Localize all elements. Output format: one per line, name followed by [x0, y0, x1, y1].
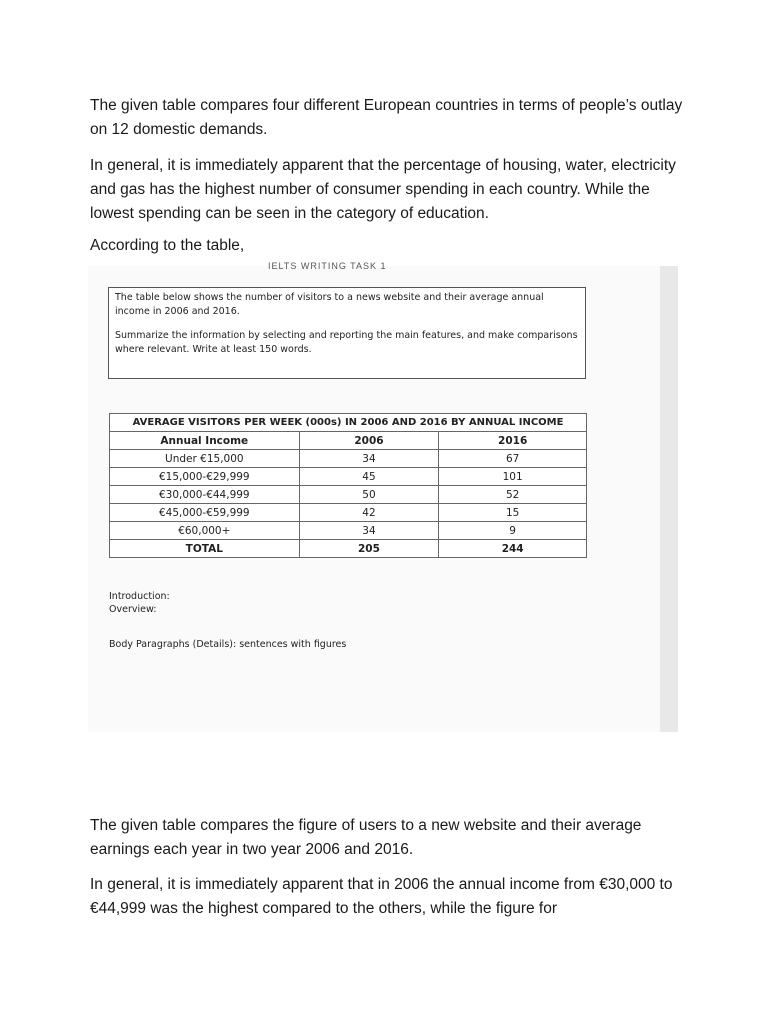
table-cell: 101	[439, 468, 587, 486]
column-header: Annual Income	[110, 432, 300, 450]
table-row	[110, 450, 587, 468]
essay-paragraph-3: According to the table,	[90, 237, 245, 254]
table-cell: 244	[439, 540, 587, 558]
table-cell: 42	[299, 504, 439, 522]
note-overview: Overview:	[109, 604, 157, 615]
table-cell: 50	[299, 486, 439, 504]
column-header: 2006	[299, 432, 439, 450]
table-cell: 34	[299, 450, 439, 468]
table-cell: 15	[439, 504, 587, 522]
essay-paragraph-2: In general, it is immediately apparent that the percentage of housing, water, electricity and gas has the highest number of consumer spending in each country. While the lowest spending can be seen in the category of education.	[90, 157, 676, 222]
table-header-row	[110, 432, 587, 450]
table-cell: 67	[439, 450, 587, 468]
table-cell: €30,000-€44,999	[110, 486, 300, 504]
table-row	[110, 522, 587, 540]
table-row	[110, 468, 587, 486]
table-cell: €45,000-€59,999	[110, 504, 300, 522]
table-cell: €60,000+	[110, 522, 300, 540]
table-cell: TOTAL	[110, 540, 300, 558]
table-cell: 45	[299, 468, 439, 486]
essay-paragraph-5: In general, it is immediately apparent that in 2006 the annual income from €30,000 to €44,999 was the highest compared to the others, while the figure for	[90, 876, 673, 917]
note-body-paragraphs: Body Paragraphs (Details): sentences with figures	[109, 639, 347, 650]
embedded-scrollbar	[660, 266, 678, 732]
table-cell: 52	[439, 486, 587, 504]
table-cell: €15,000-€29,999	[110, 468, 300, 486]
task-prompt-line-1: The table below shows the number of visitors to a news website and their average annual income in 2006 and 2016.	[115, 292, 544, 317]
note-introduction: Introduction:	[109, 591, 170, 602]
table-cell: 205	[299, 540, 439, 558]
table-total-row	[110, 540, 587, 558]
task-prompt-box	[108, 287, 586, 379]
cut-off-heading: IELTS WRITING TASK 1	[268, 261, 387, 271]
embedded-task-image	[88, 261, 678, 732]
column-header: 2016	[439, 432, 587, 450]
essay-paragraph-4: The given table compares the figure of users to a new website and their average earnings each year in two year 2006 and 2016.	[90, 817, 642, 858]
table-cell: 9	[439, 522, 587, 540]
table-cell: Under €15,000	[110, 450, 300, 468]
table-cell: 34	[299, 522, 439, 540]
visitors-income-table	[109, 413, 587, 558]
table-row	[110, 486, 587, 504]
essay-paragraph-1: The given table compares four different European countries in terms of people’s outlay on 12 domestic demands.	[90, 97, 683, 138]
task-prompt-line-2: Summarize the information by selecting and reporting the main features, and make comparisons where relevant. Write at least 150 words.	[115, 330, 578, 355]
table-row	[110, 504, 587, 522]
table-title: AVERAGE VISITORS PER WEEK (000s) IN 2006 AND 2016 BY ANNUAL INCOME	[110, 414, 587, 432]
